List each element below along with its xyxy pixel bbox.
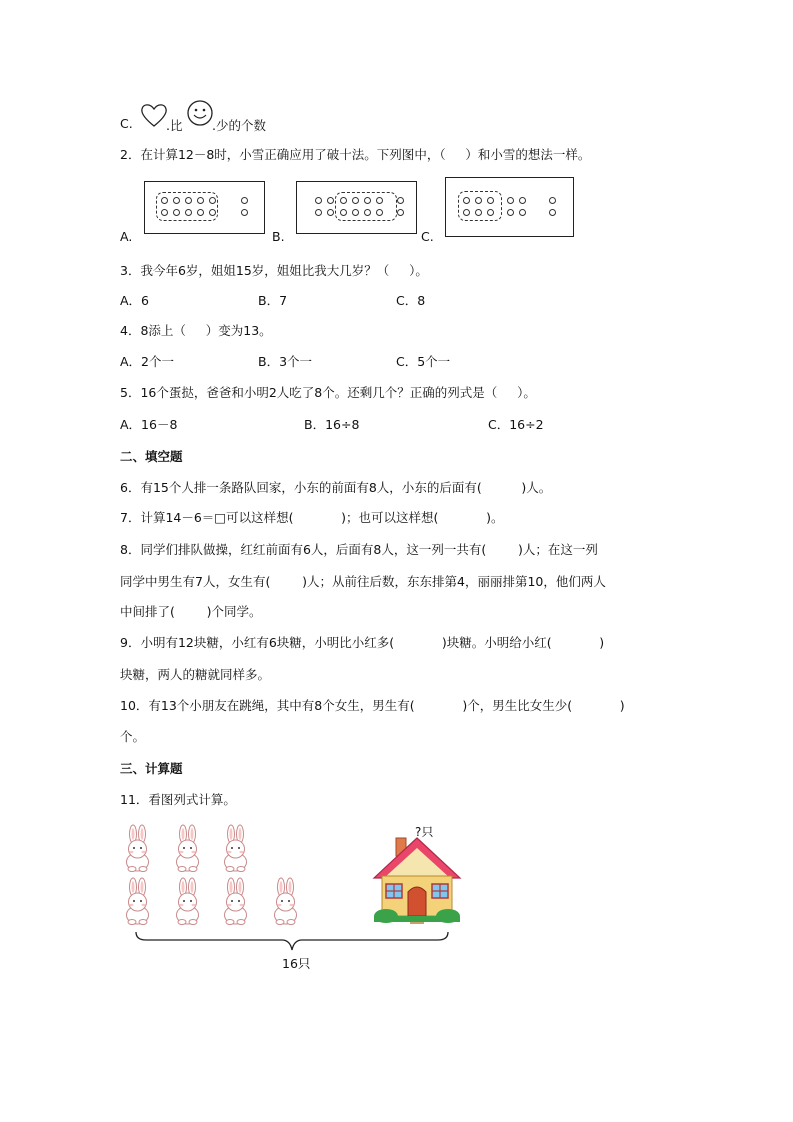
dashed-group [458,191,502,221]
rabbit-icon [172,824,204,874]
q5-option-b[interactable]: B．16÷8 [304,417,360,432]
section-fill-in-title: 二、填空题 [120,449,183,464]
q3-option-a[interactable]: A．6 [120,293,150,308]
q9-line2: 块糖，两人的糖就同样多。 [120,667,271,682]
q6: 6．有15个人排一条路队回家，小东的前面有8人，小东的后面有( )人。 [120,480,552,495]
q5-option-a[interactable]: A．16－8 [120,417,178,432]
q11-stem: 11．看图列式计算。 [120,792,236,807]
q3-option-c[interactable]: C．8 [396,293,426,308]
total-count-label: 16只 [282,956,311,971]
rabbit-icon [172,877,204,927]
q5-option-c[interactable]: C．16÷2 [488,417,544,432]
rabbit-icon [122,824,154,874]
q8-line3: 中间排了( )个同学。 [120,604,262,619]
q8-line1: 8．同学们排队做操，红红前面有6人，后面有8人，这一列一共有( )人；在这一列 [120,542,598,557]
heart-icon [140,102,168,128]
q4-stem: 4．8添上（ ）变为13。 [120,323,272,338]
q2-option-c-label: C. [421,229,434,244]
q4-option-c[interactable]: C．5个一 [396,354,451,369]
rabbit-icon [270,877,302,927]
q4-option-b[interactable]: B．3个一 [258,354,313,369]
q10-line1: 10．有13个小朋友在跳绳，其中有8个女生，男生有( )个，男生比女生少( ) [120,698,625,713]
q9-line1: 9．小明有12块糖，小红有6块糖，小明比小红多( )块糖。小明给小红( ) [120,635,605,650]
q10-line2: 个。 [120,729,146,744]
rabbit-icon [122,877,154,927]
q2-stem: 2．在计算12－8时，小雪正确应用了破十法。下列图中，（ ）和小雪的想法一样。 [120,147,591,162]
q3-stem: 3．我今年6岁，姐姐15岁，姐姐比我大几岁？（ ）。 [120,263,428,278]
unknown-count-label: ?只 [415,825,434,839]
q1-text-fewer: .少的个数 [212,118,266,133]
q2-option-b-figure[interactable] [296,181,417,234]
q2-option-a-label: A. [120,229,133,244]
house-icon [372,834,462,926]
q1-text-compare: .比 [166,118,183,133]
q2-option-a-figure[interactable] [144,181,265,234]
q3-option-b[interactable]: B．7 [258,293,288,308]
section-calculation-title: 三、计算题 [120,761,183,776]
total-brace [134,930,450,954]
q8-line2: 同学中男生有7人，女生有( )人；从前往后数，东东排第4，丽丽排第10，他们两人 [120,574,606,589]
q4-option-a[interactable]: A．2个一 [120,354,175,369]
rabbit-icon [220,877,252,927]
q1-option-c [120,115,133,133]
q2-option-b-label: B. [272,229,285,244]
q2-option-c-figure[interactable] [445,177,574,237]
option-label: C. [120,116,133,131]
rabbit-icon [220,824,252,874]
smiley-face-icon [186,99,214,127]
q5-stem: 5．16个蛋挞，爸爸和小明2人吃了8个。还剩几个？正确的列式是（ ）。 [120,385,536,400]
q7: 7．计算14－6＝□可以这样想( )；也可以这样想( )。 [120,510,504,525]
